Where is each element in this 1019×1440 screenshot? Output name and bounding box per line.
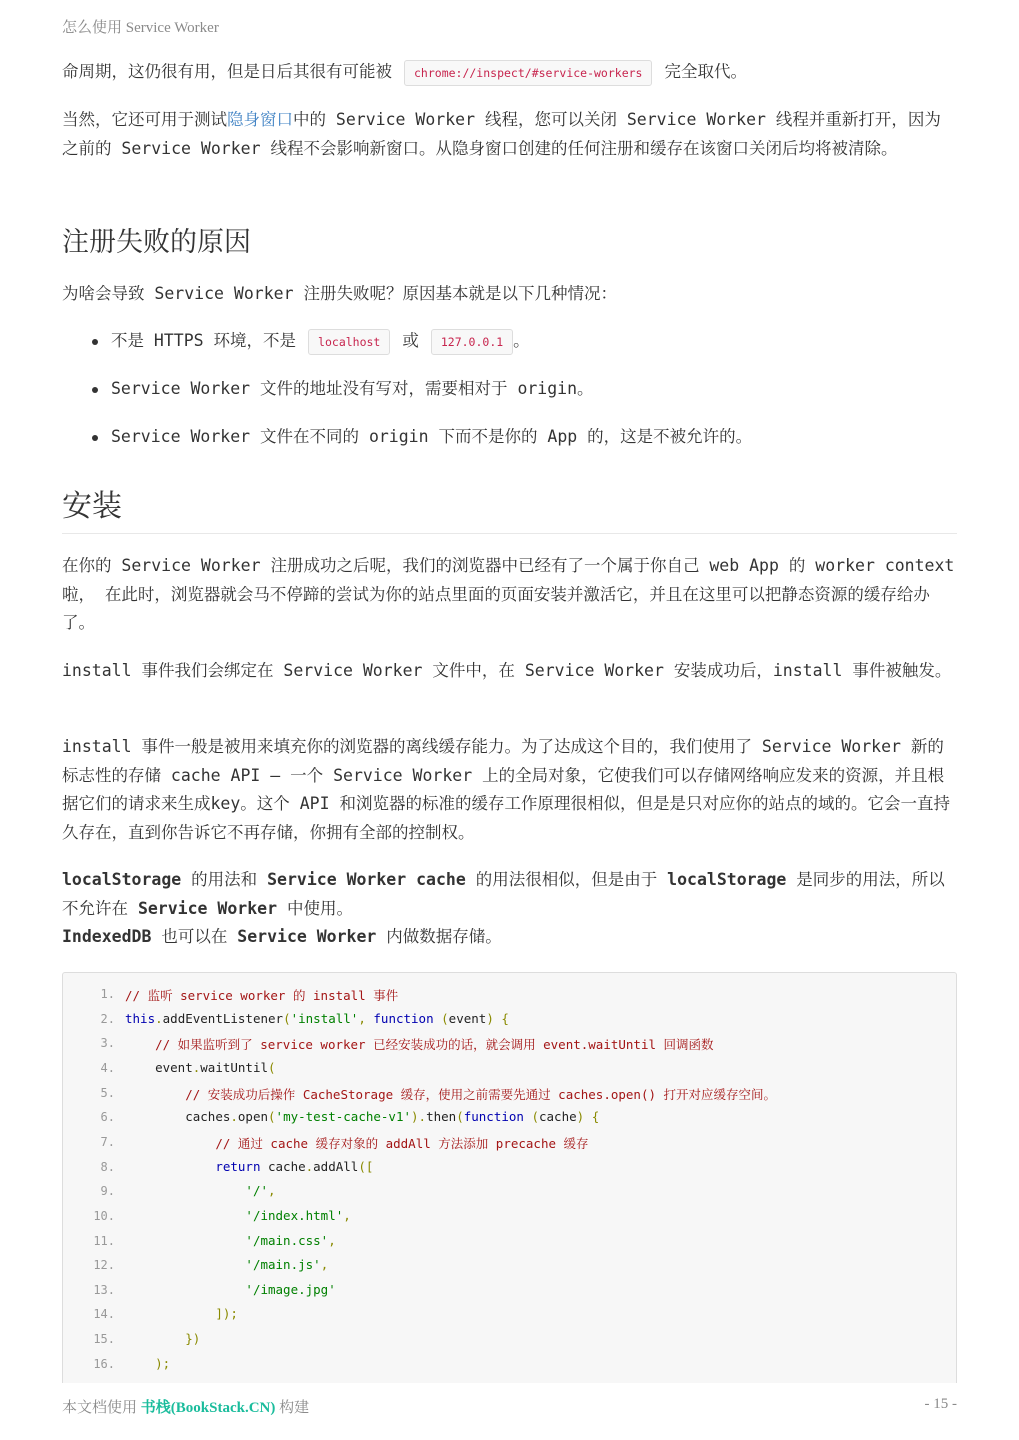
code-line: caches.open('my-test-cache-v1').then(function (cache) { xyxy=(185,1109,600,1125)
code-line: '/main.js', xyxy=(245,1257,329,1273)
code-line: ); xyxy=(155,1355,171,1371)
code-line: // 安装成功后操作 CacheStorage 缓存，使用之前需要先通过 caches.open() 打开对应缓存空间。 xyxy=(185,1086,777,1102)
code-line-number: 10. xyxy=(93,1208,115,1223)
intro-text: 命周期，这仍很有用，但是日后其很有可能被 xyxy=(62,62,392,81)
code-line-number: 4. xyxy=(100,1060,115,1075)
install-paragraph-1: 在你的 Service Worker 注册成功之后呢，我们的浏览器中已经有了一个属于你自己 web App 的 worker context 啦， 在此时，浏览器就会马不停蹄的尝试为你的站点里面的页面安装并激活它，并且在这里可以把静态资源的缓存给办了。 xyxy=(62,556,955,632)
inline-code-localhost: localhost xyxy=(308,329,390,355)
code-block xyxy=(62,972,957,1383)
code-line-number: 3. xyxy=(100,1036,115,1051)
section-heading-registration-failure: 注册失败的原因 xyxy=(62,227,251,258)
code-line-number: 9. xyxy=(100,1184,115,1199)
page-number: - 15 - xyxy=(924,1396,957,1412)
code-line: // 如果监听到了 service worker 已经安装成功的话，就会调用 event.waitUntil 回调函数 xyxy=(155,1037,714,1053)
code-line-number: 14. xyxy=(93,1307,115,1322)
intro-text-end: 完全取代。 xyxy=(664,62,747,81)
code-line-number: 13. xyxy=(93,1282,115,1297)
code-line: '/image.jpg' xyxy=(245,1281,336,1297)
code-line: return cache.addAll([ xyxy=(215,1158,374,1174)
incognito-paragraph: 当然，它还可用于测试隐身窗口中的 Service Worker 线程，您可以关闭 Service Worker 线程并重新打开，因为之前的 Service Worker 线程不会影响新窗口。从隐身窗口创建的任何注册和缓存在该窗口关闭后均将被清除。 xyxy=(62,110,941,158)
code-line-number: 7. xyxy=(100,1134,115,1149)
code-line-number: 8. xyxy=(100,1159,115,1174)
code-line-number: 15. xyxy=(93,1332,115,1347)
install-paragraph-3: install 事件一般是被用来填充你的浏览器的离线缓存能力。为了达成这个目的，我们使用了 Service Worker 新的标志性的存储 cache API — 一个 Service Worker 上的全局对象，它使我们可以存储网络响应发来的资源，并且根据它们的请求来生成key。这个 API 和浏览器的标准的缓存工作原理很相似，但是是只对应你的站点的域的。它会一直持久存在，直到你告诉它不再存储，你拥有全部的控制权。 xyxy=(62,737,950,842)
running-header: 怎么使用 Service Worker xyxy=(62,20,219,36)
code-line: '/main.css', xyxy=(245,1232,336,1248)
code-line-number: 5. xyxy=(100,1085,115,1100)
bookstack-brand-link[interactable]: 书栈(BookStack.CN) xyxy=(140,1400,276,1416)
code-line: '/index.html', xyxy=(245,1207,351,1223)
code-line: }) xyxy=(185,1331,201,1347)
code-line-number: 6. xyxy=(100,1110,115,1125)
list-item: Service Worker 文件在不同的 origin 下而不是你的 App 的，这是不被允许的。 xyxy=(62,423,957,452)
code-line: ]); xyxy=(215,1306,238,1322)
inline-code-loopback-ip: 127.0.0.1 xyxy=(431,329,513,355)
storage-note: localStorage 的用法和 Service Worker cache 的用法很相似，但是由于 localStorage 是同步的用法，所以不允许在 Service Worker 中使用。 IndexedDB 也可以在 Service Worker 内做数据存储。 xyxy=(62,870,945,946)
page-footer: 本文档使用 书栈(BookStack.CN) 构建 - 15 - xyxy=(62,1396,957,1416)
code-line: this.addEventListener('install', function (event) { xyxy=(125,1010,509,1026)
code-line: '/', xyxy=(245,1183,276,1199)
code-line-number: 16. xyxy=(93,1356,115,1371)
failure-reasons-list xyxy=(62,327,957,452)
heading-divider xyxy=(62,533,957,534)
list-item: 不是 HTTPS 环境，不是 localhost 或 127.0.0.1 。 xyxy=(62,327,957,356)
incognito-window-link[interactable]: 隐身窗口 xyxy=(227,110,293,129)
code-line-number: 11. xyxy=(93,1233,115,1248)
install-paragraph-2: install 事件我们会绑定在 Service Worker 文件中，在 Service Worker 安装成功后，install 事件被触发。 xyxy=(62,661,952,680)
intro-line xyxy=(62,58,957,87)
code-line: event.waitUntil( xyxy=(155,1059,276,1075)
code-line-number: 2. xyxy=(100,1011,115,1026)
code-line-number: 1. xyxy=(100,987,115,1001)
section-heading-install: 安装 xyxy=(62,489,122,524)
code-line: // 通过 cache 缓存对象的 addAll 方法添加 precache 缓存 xyxy=(215,1135,589,1151)
list-item: Service Worker 文件的地址没有写对，需要相对于 origin。 xyxy=(62,375,957,404)
code-line-number: 12. xyxy=(93,1258,115,1273)
code-line: // 监听 service worker 的 install 事件 xyxy=(125,988,399,1003)
inline-code-inspect-url: chrome://inspect/#service-workers xyxy=(404,60,652,86)
failure-lead: 为啥会导致 Service Worker 注册失败呢？原因基本就是以下几种情况： xyxy=(62,284,617,303)
